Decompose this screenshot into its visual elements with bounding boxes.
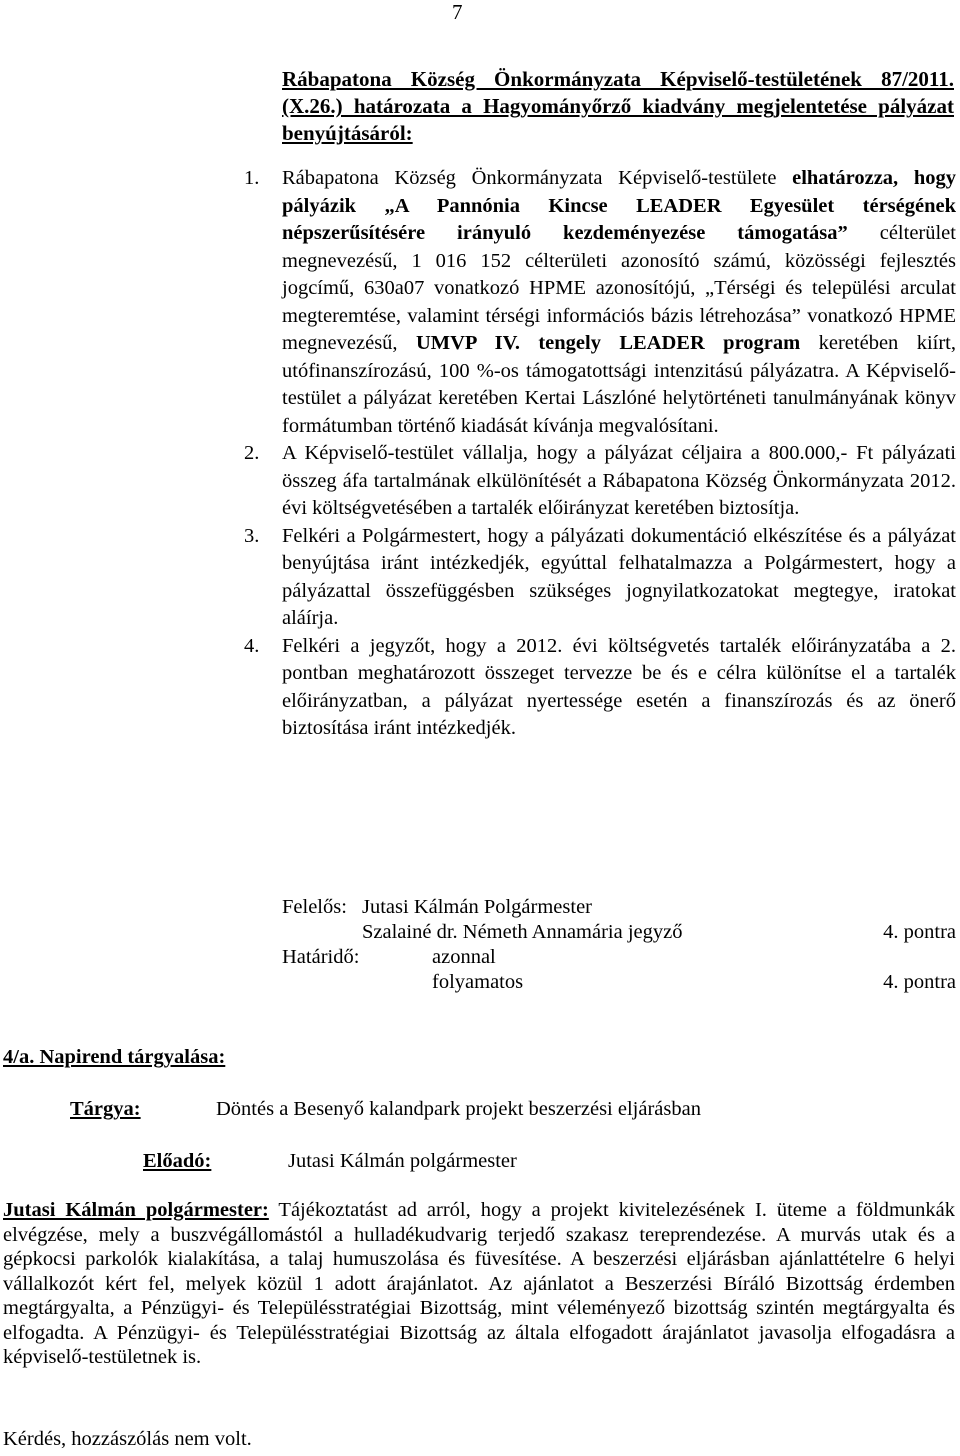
- item-number: 2.: [244, 442, 260, 464]
- deadline-2-scope: 4. pontra: [883, 971, 956, 993]
- item-text: [282, 440, 956, 523]
- item-text-part: Felkéri a Polgármestert, hogy a pályázati dokumentáció elkészítése és a pályázat benyújtása iránt intézkedjék, egyúttal felhatalmazza a Polgármestert, hogy a pályázattal összefüggésben szükséges jognyilatkozatokat megtegye, iratokat aláírja.: [282, 524, 956, 629]
- resolution-item: [244, 165, 956, 440]
- closing-note: Kérdés, hozzászólás nem volt.: [3, 1428, 252, 1450]
- speech-text: Tájékoztatást ad arról, hogy a projekt kivitelezésének I. üteme a földmunkák elvégzése, mely a buszvégállomástól a hulladékudvarig terjedő szakasz tereprendezése. A murvás utak és a gépkocsi parkolók kialakítása, a talaj humuszolása és füvesítése. A beszerzési eljárásban ajánlattételre 6 helyi vállalkozót kért fel, melyek közül 1 adott árajánlatot. Az ajánlatot a Beszerzési Bíráló Bizottság érdemben megtárgyalta, a Pénzügyi- és Településstratégiai Bizottság, mint véleményező bizottság szintén megtárgyalta és elfogadta. A Pénzügyi- és Településstratégiai Bizottság az általa elfogadott árajánlatot javasolja elfogadásra a képviselő-testületnek is.: [3, 1199, 955, 1368]
- item-text: [282, 165, 956, 440]
- item-text-part: célterület megnevezésű, 1 016 152 célterületi azonosító számú, közösségi fejlesztés jogcímű, 630a07 vonatkozó HPME azonosítójú, „Térségi és települési arculat megteremtése, valamint térségi információs bázis létrehozása” vonatkozó HPME megnevezésű,: [282, 222, 956, 354]
- responsible-person-2-scope: 4. pontra: [883, 921, 956, 943]
- item-text-part: A Képviselő-testület vállalja, hogy a pályázat céljaira a 800.000,- Ft pályázati összeg áfa tartalmának elkülönítését a Rábapatona Község Önkormányzata 2012. évi költségvetésében a tartalék előirányzat keretében biztosítja.: [282, 442, 956, 519]
- subject-label: Tárgya:: [70, 1098, 141, 1120]
- page-number: 7: [452, 0, 463, 24]
- resolution-items: [244, 165, 956, 743]
- resolution-item: [244, 440, 956, 523]
- item-text-part: keretében kiírt, utófinanszírozású, 100 %-os támogatottsági intenzitású pályázatra. A Képviselő-testület a pályázat keretében Kertai Lászlóné helytörténeti tanulmányának könyv formátumban történő kiadását kívánja megvalósítani.: [282, 332, 956, 437]
- resolution-item: [244, 523, 956, 633]
- presenter-value: Jutasi Kálmán polgármester: [288, 1150, 517, 1172]
- speaker-name: Jutasi Kálmán polgármester:: [3, 1199, 269, 1221]
- subject-row: [70, 1098, 701, 1121]
- responsible-label: Felelős:: [282, 896, 347, 918]
- speech-paragraph: [3, 1198, 955, 1370]
- item-number: 1.: [244, 167, 260, 189]
- presenter-row: [143, 1150, 517, 1173]
- deadline-1: azonnal: [432, 946, 496, 968]
- responsibility-block: [282, 895, 956, 995]
- agenda-heading: 4/a. Napirend tárgyalása:: [3, 1046, 226, 1068]
- item-text-bold: elhatározza, hogy pályázik „A Pannónia Kincse LEADER Egyesület térségének népszerűsítésére irányuló kezdeményezése támogatása”: [282, 167, 956, 244]
- subject-value: Döntés a Besenyő kalandpark projekt beszerzési eljárásban: [216, 1098, 701, 1120]
- deadline-2: folyamatos: [432, 971, 524, 993]
- item-text-part: Rábapatona Község Önkormányzata Képviselő-testülete: [282, 167, 793, 189]
- resolution-item: [244, 633, 956, 743]
- item-number: 4.: [244, 634, 260, 657]
- item-text: [282, 523, 956, 633]
- presenter-label: Előadó:: [143, 1150, 212, 1172]
- item-number: 3.: [244, 524, 260, 547]
- deadline-label: Határidő:: [282, 946, 360, 968]
- responsible-person-2: Szalainé dr. Németh Annamária jegyző: [362, 921, 683, 943]
- item-text-part: Felkéri a jegyzőt, hogy a 2012. évi költségvetés tartalék előirányzatába a 2. pontban meghatározott összeget tervezze be és e célra különítse el a tartalék előirányzatban, a pályázat nyertessége esetén a finanszírozás és az önerő biztosítása iránt intézkedjék.: [282, 634, 956, 739]
- resolution-title: Rábapatona Község Önkormányzata Képviselő-testületének 87/2011.(X.26.) határozata a Hagyományőrző kiadvány megjelentetése pályázat benyújtásáról:: [282, 67, 954, 145]
- responsible-person-1: Jutasi Kálmán Polgármester: [362, 896, 593, 918]
- item-text: [282, 633, 956, 743]
- item-text-bold: UMVP IV. tengely LEADER program: [415, 332, 801, 354]
